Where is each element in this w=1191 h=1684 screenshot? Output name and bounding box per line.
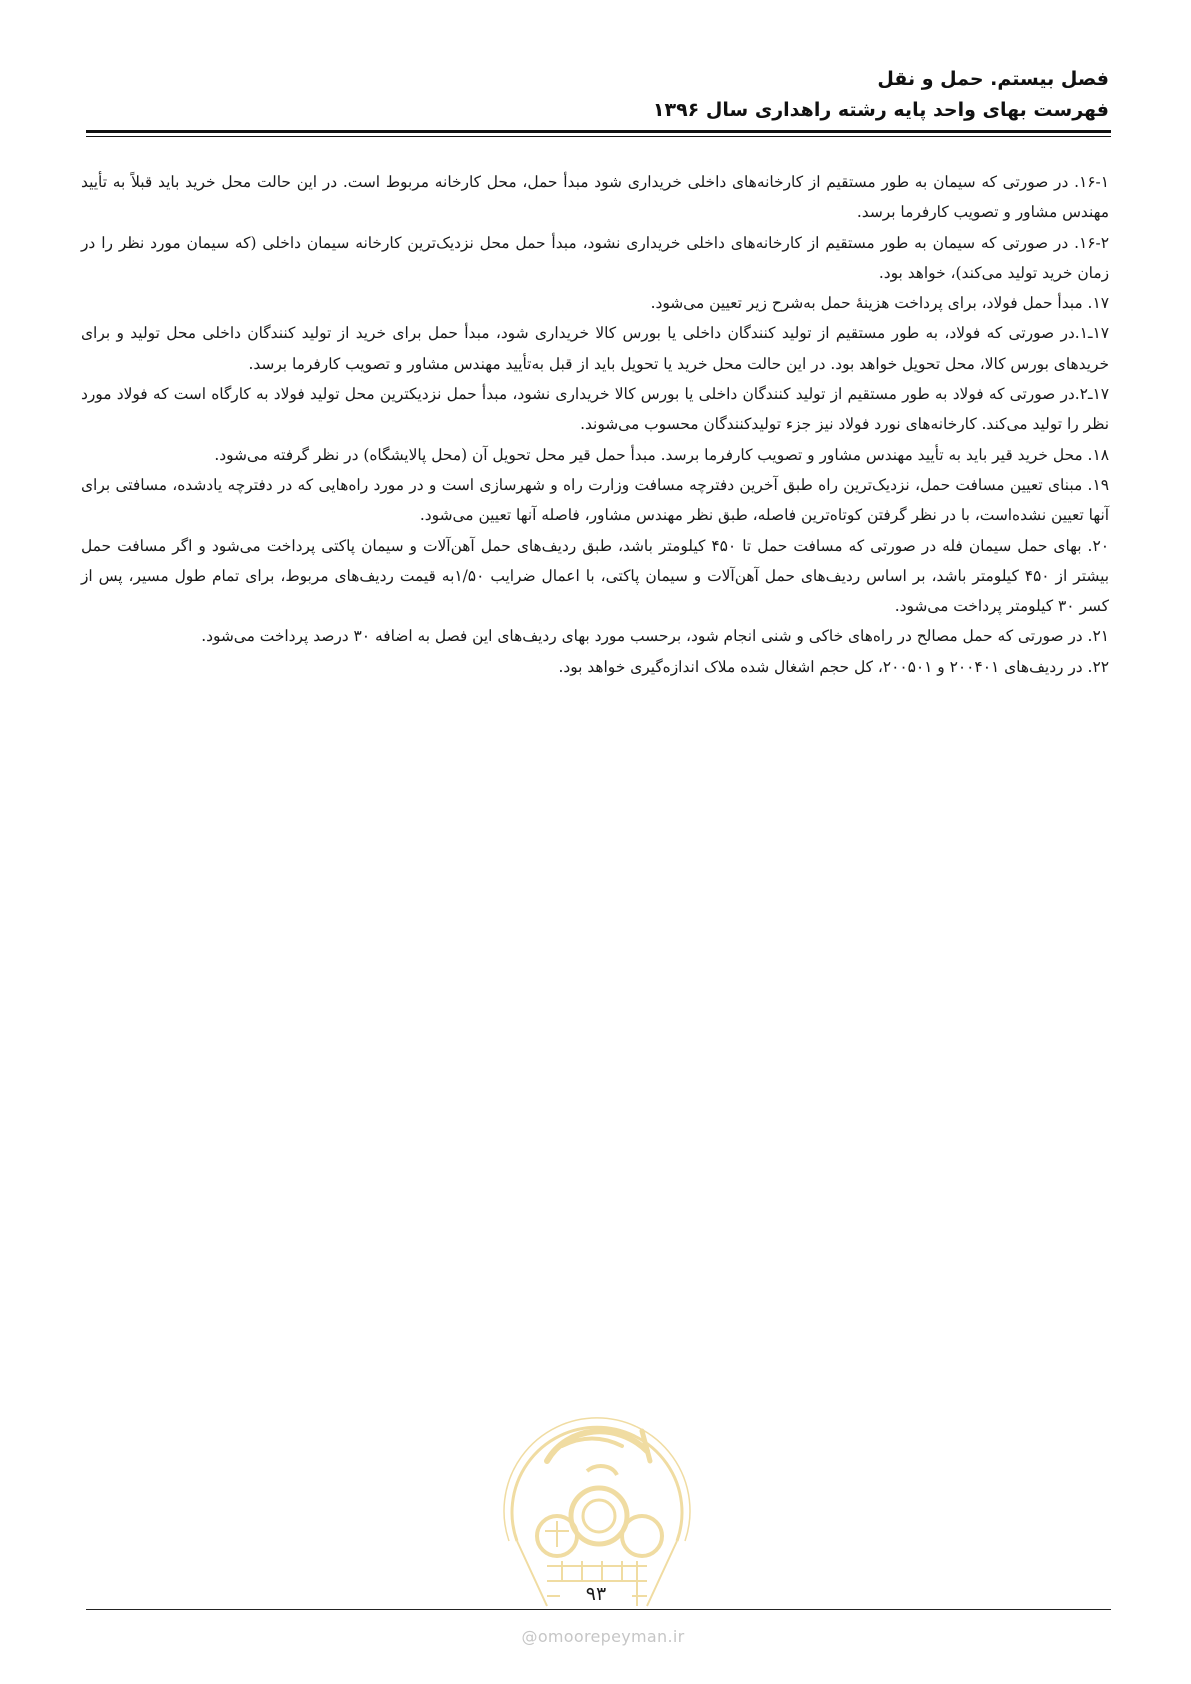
at-sign-icon: @ (521, 1627, 538, 1646)
paragraph-16-2: ۱۶-۲. در صورتی که سیمان به طور مستقیم از کارخانه‌های داخلی خریداری نشود، مبدأ حمل محل نزدیک‌ترین کارخانه سیمان داخلی (که سیمان مورد نظر را در زمان خرید تولید می‌کند)، خواهد بود. (81, 233, 1109, 282)
paragraph-17: ۱۷. مبدأ حمل فولاد، برای پرداخت هزینهٔ حمل به‌شرح زیر تعیین می‌شود. (650, 294, 1109, 313)
page-header (79, 64, 1109, 126)
price-list-title: فهرست بهای واحد پایه رشته راهداری سال ۱۳۹۶ (652, 99, 1109, 121)
paragraph-17-2: ۱۷ـ۲.در صورتی که فولاد به طور مستقیم از تولید کنندگان داخلی یا بورس کالا خریداری نشود، مبدأ حمل نزدیکترین محل تولید فولاد به کارگاه است که فولاد مورد نظر را تولید می‌کند. کارخانه‌های نورد فولاد نیز جزء تولیدکنندگان محسوب می‌شوند. (81, 385, 1109, 434)
header-rule-thin (86, 136, 1111, 137)
paragraph-22: ۲۲. در ردیف‌های ۲۰۰۴۰۱ و ۲۰۰۵۰۱، کل حجم اشغال شده ملاک اندازه‌گیری خواهد بود. (558, 657, 1109, 676)
page-number: ۹۳ (560, 1582, 632, 1606)
header-rule-thick (86, 130, 1111, 133)
footer-rule (86, 1609, 1111, 1610)
chapter-title: فصل بیستم. حمل و نقل (877, 68, 1109, 90)
paragraph-18: ۱۸. محل خرید قیر باید به تأیید مهندس مشاور و تصویب کارفرما برسد. مبدأ حمل قیر محل تحویل آن (محل پالایشگاه) در نظر گرفته می‌شود. (214, 445, 1109, 464)
paragraph-19: ۱۹. مبنای تعیین مسافت حمل، نزدیک‌ترین راه طبق آخرین دفترچه مسافت وزارت راه و شهرسازی است و در مورد راه‌هایی که در دفترچه یادشده، مسافتی برای آنها تعیین نشده‌است، با در نظر گرفتن کوتاه‌ترین فاصله، طبق نظر مهندس مشاور، فاصله آنها تعیین می‌شود. (81, 475, 1109, 525)
paragraph-16-1: ۱۶-۱. در صورتی که سیمان به طور مستقیم از کارخانه‌های داخلی خریداری شود مبدأ حمل، محل کارخانه مربوط است. در این حالت محل خرید باید قبلاً به تأیید مهندس مشاور و تصویب کارفرما برسد. (81, 173, 1109, 222)
paragraph-17-1: ۱۷ـ۱.در صورتی که فولاد، به طور مستقیم از تولید کنندگان داخلی یا بورس کالا خریداری شود، مبدأ حمل برای خرید از تولید کنندگان داخلی محل تولید و برای خریدهای بورس کالا، محل تحویل خواهد بود. در این حالت محل خرید یا تحویل باید از قبل به‌تأیید مهندس مشاور و تصویب کارفرما برسد. (81, 324, 1109, 373)
paragraph-20: ۲۰. بهای حمل سیمان فله در صورتی که مسافت حمل تا ۴۵۰ کیلومتر باشد، طبق ردیف‌های حمل آهن‌آلات و سیمان پاکتی پرداخت می‌شود و اگر مسافت حمل بیشتر از ۴۵۰ کیلومتر باشد، بر اساس ردیف‌های حمل آهن‌آلات و سیمان پاکتی، با اعمال ضرایب ۱/۵۰به قیمت ردیف‌های مربوط، برای تمام طول مسیر، پس از کسر ۳۰ کیلومتر پرداخت می‌شود. (81, 536, 1109, 616)
site-url: omoorepeyman.ir (537, 1627, 685, 1646)
site-watermark (493, 1627, 713, 1646)
body-text (81, 167, 1109, 682)
paragraph-21: ۲۱. در صورتی که حمل مصالح در راه‌های خاکی و شنی انجام شود، برحسب مورد بهای ردیف‌های این فصل به اضافه ۳۰ درصد پرداخت می‌شود. (201, 627, 1109, 646)
